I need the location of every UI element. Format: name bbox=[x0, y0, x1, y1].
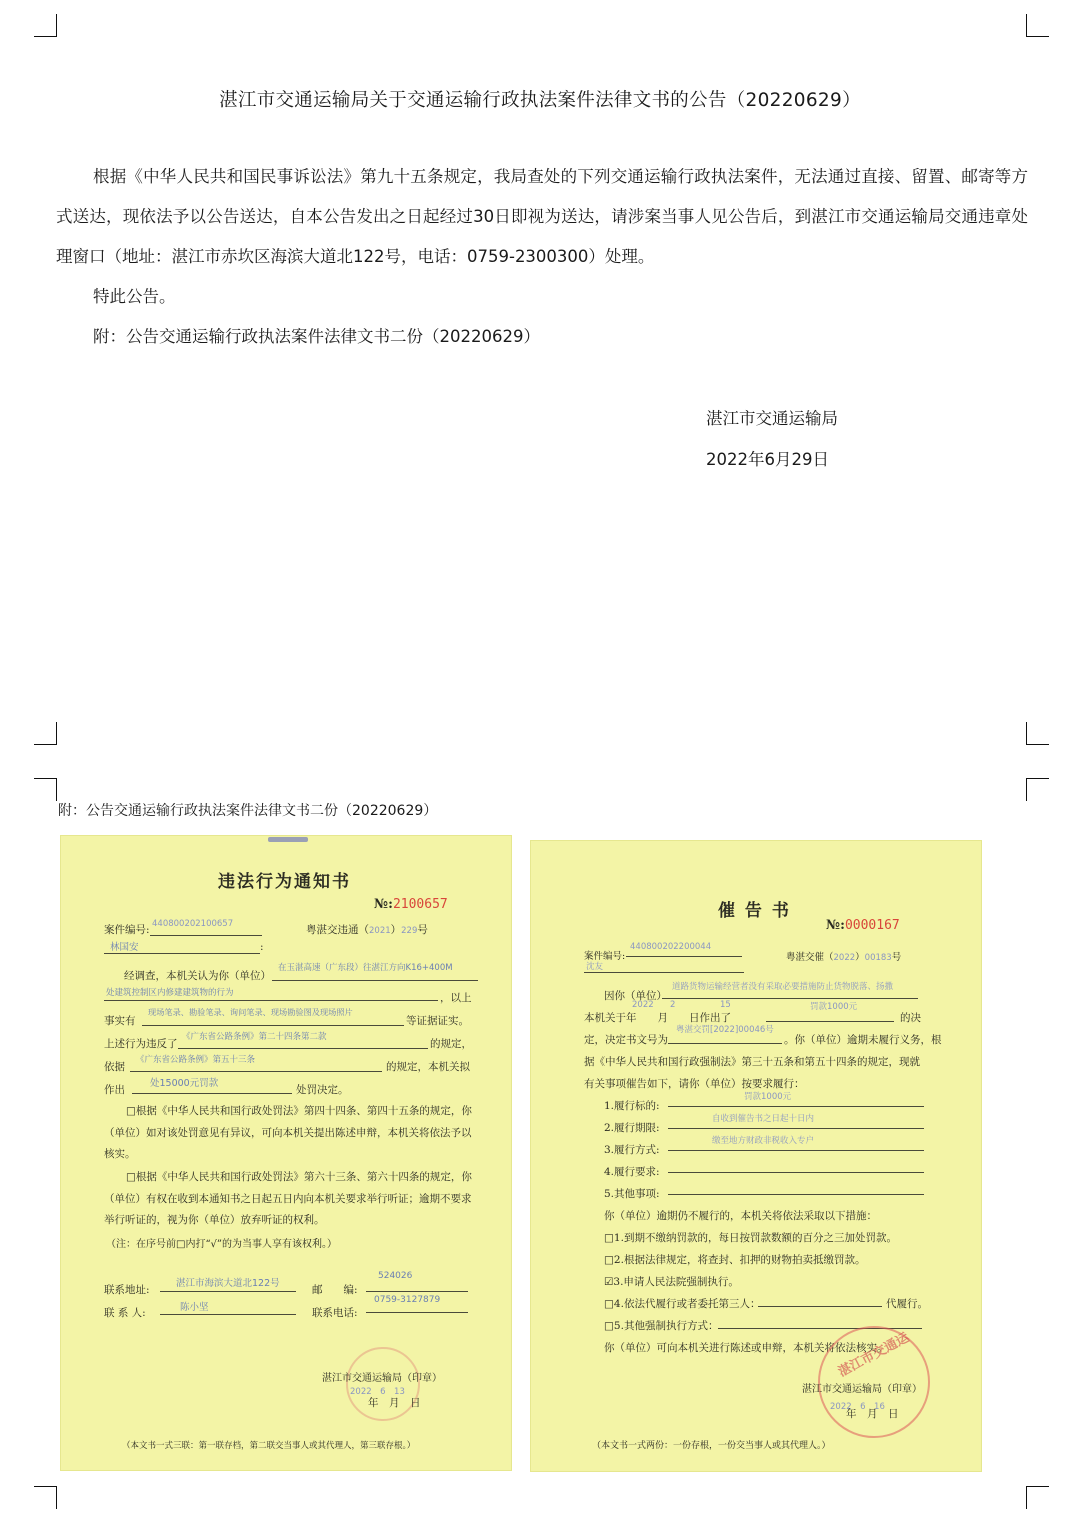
signer: 湛江市交通运输局 bbox=[706, 409, 838, 428]
form2-measure-2: □2.根据法律规定，将查封、扣押的财物拍卖抵缴罚款。 bbox=[604, 1254, 866, 1266]
form1-hw3: 现场笔录、勘验笔录、询问笔录、现场勘验图及现场照片 bbox=[148, 1007, 353, 1017]
form2-org: 湛江市交通运输局（印章） bbox=[802, 1384, 922, 1395]
sign-date: 2022年6月29日 bbox=[706, 450, 829, 469]
form1-line3b: 等证据证实。 bbox=[406, 1015, 469, 1027]
form1-line6a: 作出 bbox=[104, 1084, 125, 1096]
form1-line5b: 的规定，本机关拟 bbox=[386, 1061, 470, 1073]
form1-ref-suffix: 号 bbox=[417, 924, 428, 936]
form2-line1-underline bbox=[662, 998, 918, 999]
form2-day: 15 bbox=[720, 1000, 731, 1010]
crop-mark-mid-left-top bbox=[34, 722, 57, 745]
form2-ref-suffix: 号 bbox=[891, 952, 902, 963]
form2-number bbox=[826, 918, 900, 933]
form1-hw4: 《广东省公路条例》第二十四条第二款 bbox=[182, 1032, 327, 1042]
form1-date: 年 月 日 bbox=[368, 1397, 421, 1409]
form1-line4b: 的规定， bbox=[430, 1038, 472, 1050]
form1-paragraph-3: □根据《中华人民共和国行政处罚法》第六十三条、第六十四条的规定，你（单位）有权在收到本通知书之日起五日内向本机关要求举行听证；逾期不要求举行听证的，视为你（单位）放弃听证的权利。 bbox=[104, 1171, 472, 1226]
form2-line2a-text: 本机关于 bbox=[584, 1012, 626, 1024]
form1-tel-underline bbox=[366, 1312, 468, 1313]
form2-line3-underline bbox=[668, 1043, 782, 1044]
form2-item1-underline bbox=[668, 1106, 924, 1107]
reminder-notice-form bbox=[530, 840, 982, 1472]
form2-item1: 1.履行标的: bbox=[604, 1100, 660, 1112]
form1-line6-underline bbox=[132, 1093, 292, 1094]
form1-line3-underline bbox=[142, 1025, 404, 1026]
form1-contact: 陈小坚 bbox=[180, 1302, 209, 1313]
form1-number bbox=[374, 897, 448, 912]
form1-org: 湛江市交通运输局（印章） bbox=[322, 1373, 442, 1384]
form2-date: 年 月 日 bbox=[846, 1408, 899, 1420]
form2-docno: 粤湛交罚[2022]00046号 bbox=[676, 1025, 774, 1035]
form2-reason: 道路货物运输经营者没有采取必要措施防止货物脱落、扬撒 bbox=[672, 982, 894, 992]
form2-line2b-text: 年 月 日作出了 bbox=[626, 1012, 731, 1024]
crop-mark-top-right bbox=[1026, 14, 1049, 37]
form1-title: 违法行为通知书 bbox=[218, 872, 351, 892]
form1-footer: （本文书一式三联：第一联存档，第二联交当事人或其代理人，第三联存根。） bbox=[122, 1441, 416, 1451]
form1-line4-underline bbox=[178, 1048, 428, 1049]
form1-date-hw: 2022 6 13 bbox=[350, 1387, 405, 1397]
form2-measure-4b: 代履行。 bbox=[886, 1298, 928, 1310]
form1-party-underline bbox=[104, 953, 260, 954]
form1-contact-underline bbox=[160, 1314, 296, 1315]
form2-item5-underline bbox=[668, 1194, 924, 1195]
form2-line1: 因你（单位） bbox=[604, 990, 667, 1002]
form1-tel: 0759-3127879 bbox=[374, 1295, 441, 1305]
crop-mark-mid-right-top bbox=[1026, 722, 1049, 745]
form1-colon: : bbox=[260, 941, 264, 953]
crop-mark-bottom-right bbox=[1026, 1486, 1049, 1509]
form2-measure-4: □4.依法代履行或者委托第三人： bbox=[604, 1298, 761, 1310]
form1-address-underline bbox=[160, 1291, 296, 1292]
form2-item3-value: 缴至地方财政非税收入专户 bbox=[712, 1136, 815, 1146]
form2-seal-text: 湛江市交通运 bbox=[835, 1330, 912, 1381]
form1-ref-prefix: 粤湛交违通（ bbox=[306, 924, 369, 936]
attachment-heading: 附：公告交通运输行政执法案件法律文书二份（20220629） bbox=[58, 803, 438, 819]
form1-line1-underline bbox=[272, 980, 478, 981]
form2-title: 催 告 书 bbox=[718, 901, 791, 921]
form2-item4: 4.履行要求: bbox=[604, 1166, 660, 1178]
form1-number-value: 2100657 bbox=[392, 897, 448, 912]
form2-footer: （本文书一式两份：一份存根，一份交当事人或其代理人。） bbox=[592, 1441, 831, 1451]
form1-contact-label: 联 系 人: bbox=[104, 1307, 146, 1319]
form1-paragraph-2: □根据《中华人民共和国行政处罚法》第四十四条、第四十五条的规定，你（单位）如对该处罚意见有异议，可向本机关提出陈述申辩，本机关将依法予以核实。 bbox=[104, 1105, 472, 1160]
violation-notice-form bbox=[60, 835, 512, 1471]
form2-ref bbox=[786, 949, 901, 963]
form2-item5: 5.其他事项: bbox=[604, 1188, 660, 1200]
form2-measure-1: □1.到期不缴纳罚款的，每日按罚款数额的百分之三加处罚款。 bbox=[604, 1232, 897, 1244]
form2-fine: 罚款1000元 bbox=[810, 1002, 858, 1012]
form2-case-value: 440800202200044 bbox=[630, 942, 712, 952]
form2-item1-value: 罚款1000元 bbox=[744, 1092, 792, 1102]
form1-line3a: 事实有 bbox=[104, 1015, 136, 1027]
form1-hw1: 在玉湛高速（广东段）往湛江方向K16+400M bbox=[278, 963, 453, 973]
form1-tel-label: 联系电话: bbox=[312, 1307, 358, 1319]
form2-item3: 3.履行方式: bbox=[604, 1144, 660, 1156]
form2-line5: 有关事项催告如下，请你（单位）按要求履行： bbox=[584, 1078, 805, 1090]
form2-case-underline bbox=[626, 956, 742, 957]
form2-case-label: 案件编号: bbox=[584, 951, 626, 962]
page-title: 湛江市交通运输局关于交通运输行政执法案件法律文书的公告（20220629） bbox=[219, 90, 861, 111]
form2-ref-year: 2022 bbox=[833, 953, 856, 963]
form1-hw2: 处建筑控制区内修建建筑物的行为 bbox=[106, 988, 234, 998]
top-clip-mark bbox=[268, 837, 308, 842]
form2-date-hw: 2022 6 16 bbox=[830, 1402, 885, 1412]
form1-line1: 经调查，本机关认为你（单位） bbox=[124, 970, 271, 982]
notice-attachment: 附：公告交通运输行政执法案件法律文书二份（20220629） bbox=[93, 327, 540, 346]
form2-item2-value: 自收到催告书之日起十日内 bbox=[712, 1114, 815, 1124]
crop-mark-bottom-left bbox=[34, 1486, 57, 1509]
crop-mark-mid-right-bottom bbox=[1026, 778, 1049, 801]
form1-address: 湛江市海滨大道北122号 bbox=[176, 1278, 280, 1289]
form1-case-value: 440800202100657 bbox=[152, 919, 234, 929]
form1-line6b: 处罚决定。 bbox=[296, 1084, 349, 1096]
form1-line2-underline bbox=[104, 1000, 438, 1001]
form1-number-label: №: bbox=[374, 897, 393, 912]
notice-closing: 特此公告。 bbox=[93, 287, 176, 306]
form1-line5-underline bbox=[130, 1071, 382, 1072]
form2-line3a: 定，决定书文号为 bbox=[584, 1034, 668, 1046]
form2-month: 2 bbox=[670, 1000, 676, 1010]
form2-line2-underline bbox=[766, 1021, 894, 1022]
form2-measure-6: 你（单位）可向本机关进行陈述或申辩，本机关将依法核实。 bbox=[604, 1342, 888, 1354]
form1-ref-num: 229 bbox=[401, 926, 418, 936]
form2-year: 2022 bbox=[632, 1000, 654, 1010]
form1-ref-mid: ） bbox=[390, 924, 402, 936]
form1-note: （注：在序号前□内打“√”的为当事人享有该权利。） bbox=[106, 1239, 338, 1250]
form2-ref-num: 00183 bbox=[864, 953, 892, 963]
form2-ref-prefix: 粤湛交催（ bbox=[786, 952, 834, 963]
form2-ref-mid: ） bbox=[855, 952, 865, 963]
form1-case-underline bbox=[150, 935, 262, 936]
crop-mark-top-left bbox=[34, 14, 57, 37]
form2-party-underline bbox=[584, 972, 744, 973]
form1-address-label: 联系地址: bbox=[104, 1284, 150, 1296]
form2-measures-intro: 你（单位）逾期仍不履行的，本机关将依法采取以下措施： bbox=[604, 1210, 877, 1222]
form2-line4: 据《中华人民共和国行政强制法》第三十五条和第五十四条的规定，现就 bbox=[584, 1056, 920, 1068]
form2-item2-underline bbox=[668, 1128, 924, 1129]
form2-item4-underline bbox=[668, 1172, 924, 1173]
form1-zip-underline bbox=[366, 1291, 468, 1292]
form1-line4a: 上述行为违反了 bbox=[104, 1038, 178, 1050]
form2-item2: 2.履行期限: bbox=[604, 1122, 660, 1134]
form2-line3b: 。你（单位）逾期未履行义务，根 bbox=[784, 1034, 942, 1046]
form2-item3-underline bbox=[668, 1150, 924, 1151]
form2-measure-3: ☑3.申请人民法院强制执行。 bbox=[604, 1276, 739, 1288]
form1-zip: 524026 bbox=[378, 1271, 413, 1281]
form1-hw6: 处15000元罚款 bbox=[150, 1078, 219, 1089]
form1-party: 林国安 bbox=[110, 942, 139, 953]
form2-number-label: №: bbox=[826, 918, 845, 933]
form1-zip-label: 邮 编: bbox=[312, 1284, 358, 1296]
notice-body bbox=[56, 157, 1028, 357]
form1-ref bbox=[306, 922, 428, 937]
form1-hw5: 《广东省公路条例》第五十三条 bbox=[136, 1055, 256, 1065]
form1-tail1: ，以上 bbox=[440, 992, 472, 1004]
form1-case-label: 案件编号: bbox=[104, 924, 150, 936]
form2-party: 沈友 bbox=[586, 962, 604, 972]
form1-ref-year: 2021 bbox=[369, 926, 391, 936]
form2-measure-5: □5.其他强制执行方式： bbox=[604, 1320, 719, 1332]
form2-line2c: 的决 bbox=[900, 1012, 921, 1024]
notice-paragraph: 根据《中华人民共和国民事诉讼法》第九十五条规定，我局查处的下列交通运输行政执法案件，无法通过直接、留置、邮寄等方式送达，现依法予以公告送达，自本公告发出之日起经过30日即视为送达，请涉案当事人见公告后，到湛江市交通运输局交通违章处理窗口（地址：湛江市赤坎区海滨大道北122号，电话：0759-2300300）处理。 bbox=[56, 167, 1028, 266]
form2-number-value: 0000167 bbox=[844, 918, 900, 933]
form2-measure-4-underline bbox=[758, 1306, 882, 1307]
crop-mark-mid-left-bottom bbox=[34, 778, 57, 801]
form1-line5a: 依据 bbox=[104, 1061, 125, 1073]
